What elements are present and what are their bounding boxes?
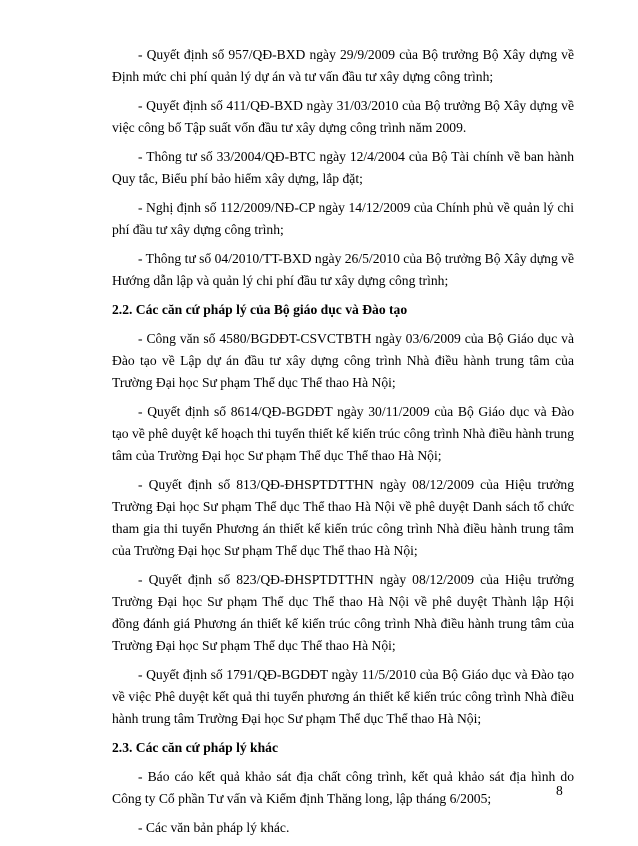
paragraph-decision-957: - Quyết định số 957/QĐ-BXD ngày 29/9/2009 của Bộ trưởng Bộ Xây dựng về Định mức chi phí quản lý dự án và tư vấn đầu tư xây dựng công trình; [112, 47, 574, 84]
paragraph-decision-8614: - Quyết định số 8614/QĐ-BGDĐT ngày 30/11/2009 của Bộ Giáo dục và Đào tạo về phê duyệt kế hoạch thi tuyển thiết kế kiến trúc công trình Nhà điều hành trung tâm của Trường Đại học Sư phạm Thể dục Thể thao Hà Nội; [112, 404, 574, 463]
paragraph-decision-1791: - Quyết định số 1791/QĐ-BGDĐT ngày 11/5/2010 của Bộ Giáo dục và Đào tạo về việc Phê duyệt kết quả thi tuyển phương án thiết kế kiến trúc công trình Nhà điều hành trung tâm Trường Đại học Sư phạm Thể dục Thể thao Hà Nội; [112, 667, 574, 726]
paragraph-circular-33: - Thông tư số 33/2004/QĐ-BTC ngày 12/4/2004 của Bộ Tài chính về ban hành Quy tắc, Biểu phí bảo hiểm xây dựng, lắp đặt; [112, 149, 574, 186]
paragraph-decree-112: - Nghị định số 112/2009/NĐ-CP ngày 14/12/2009 của Chính phủ về quản lý chi phí đầu tư xây dựng công trình; [112, 200, 574, 237]
paragraph-official-letter-4580: - Công văn số 4580/BGDĐT-CSVCTBTH ngày 03/6/2009 của Bộ Giáo dục và Đào tạo về Lập dự án đầu tư xây dựng công trình Nhà điều hành trung tâm của Trường Đại học Sư phạm Thể dục Thể thao Hà Nội; [112, 331, 574, 390]
paragraph-decision-823: - Quyết định số 823/QĐ-ĐHSPTDTTHN ngày 08/12/2009 của Hiệu trưởng Trường Đại học Sư phạm Thể dục Thể thao Hà Nội về phê duyệt Thành lập Hội đồng đánh giá Phương án thiết kế kiến trúc công trình Nhà điều hành trung tâm của Trường Đại học Sư phạm Thể dục Thể thao Hà Nội; [112, 572, 574, 653]
paragraph-circular-04: - Thông tư số 04/2010/TT-BXD ngày 26/5/2010 của Bộ trưởng Bộ Xây dựng về Hướng dẫn lập và quản lý chi phí đầu tư xây dựng công trình; [112, 251, 574, 288]
paragraph-decision-813: - Quyết định số 813/QĐ-ĐHSPTDTTHN ngày 08/12/2009 của Hiệu trưởng Trường Đại học Sư phạm Thể dục Thể thao Hà Nội về phê duyệt Danh sách tổ chức tham gia thi tuyển Phương án thiết kế kiến trúc công trình Nhà điều hành trung tâm của Trường Đại học Sư phạm Thể dục Thể thao Hà Nội; [112, 477, 574, 558]
section-heading-2-3: 2.3. Các căn cứ pháp lý khác [112, 740, 279, 755]
page-content [112, 44, 574, 846]
page-number: 8 [556, 783, 563, 798]
paragraph-decision-411: - Quyết định số 411/QĐ-BXD ngày 31/03/2010 của Bộ trưởng Bộ Xây dựng về việc công bố Tập suất vốn đầu tư xây dựng công trình năm 2009. [112, 98, 574, 135]
section-heading-2-2: 2.2. Các căn cứ pháp lý của Bộ giáo dục và Đào tạo [112, 302, 408, 317]
paragraph-other-documents: - Các văn bản pháp lý khác. [138, 820, 290, 835]
paragraph-survey-report: - Báo cáo kết quả khảo sát địa chất công trình, kết quả khảo sát địa hình do Công ty Cổ phần Tư vấn và Kiểm định Thăng long, lập tháng 6/2005; [112, 769, 574, 806]
